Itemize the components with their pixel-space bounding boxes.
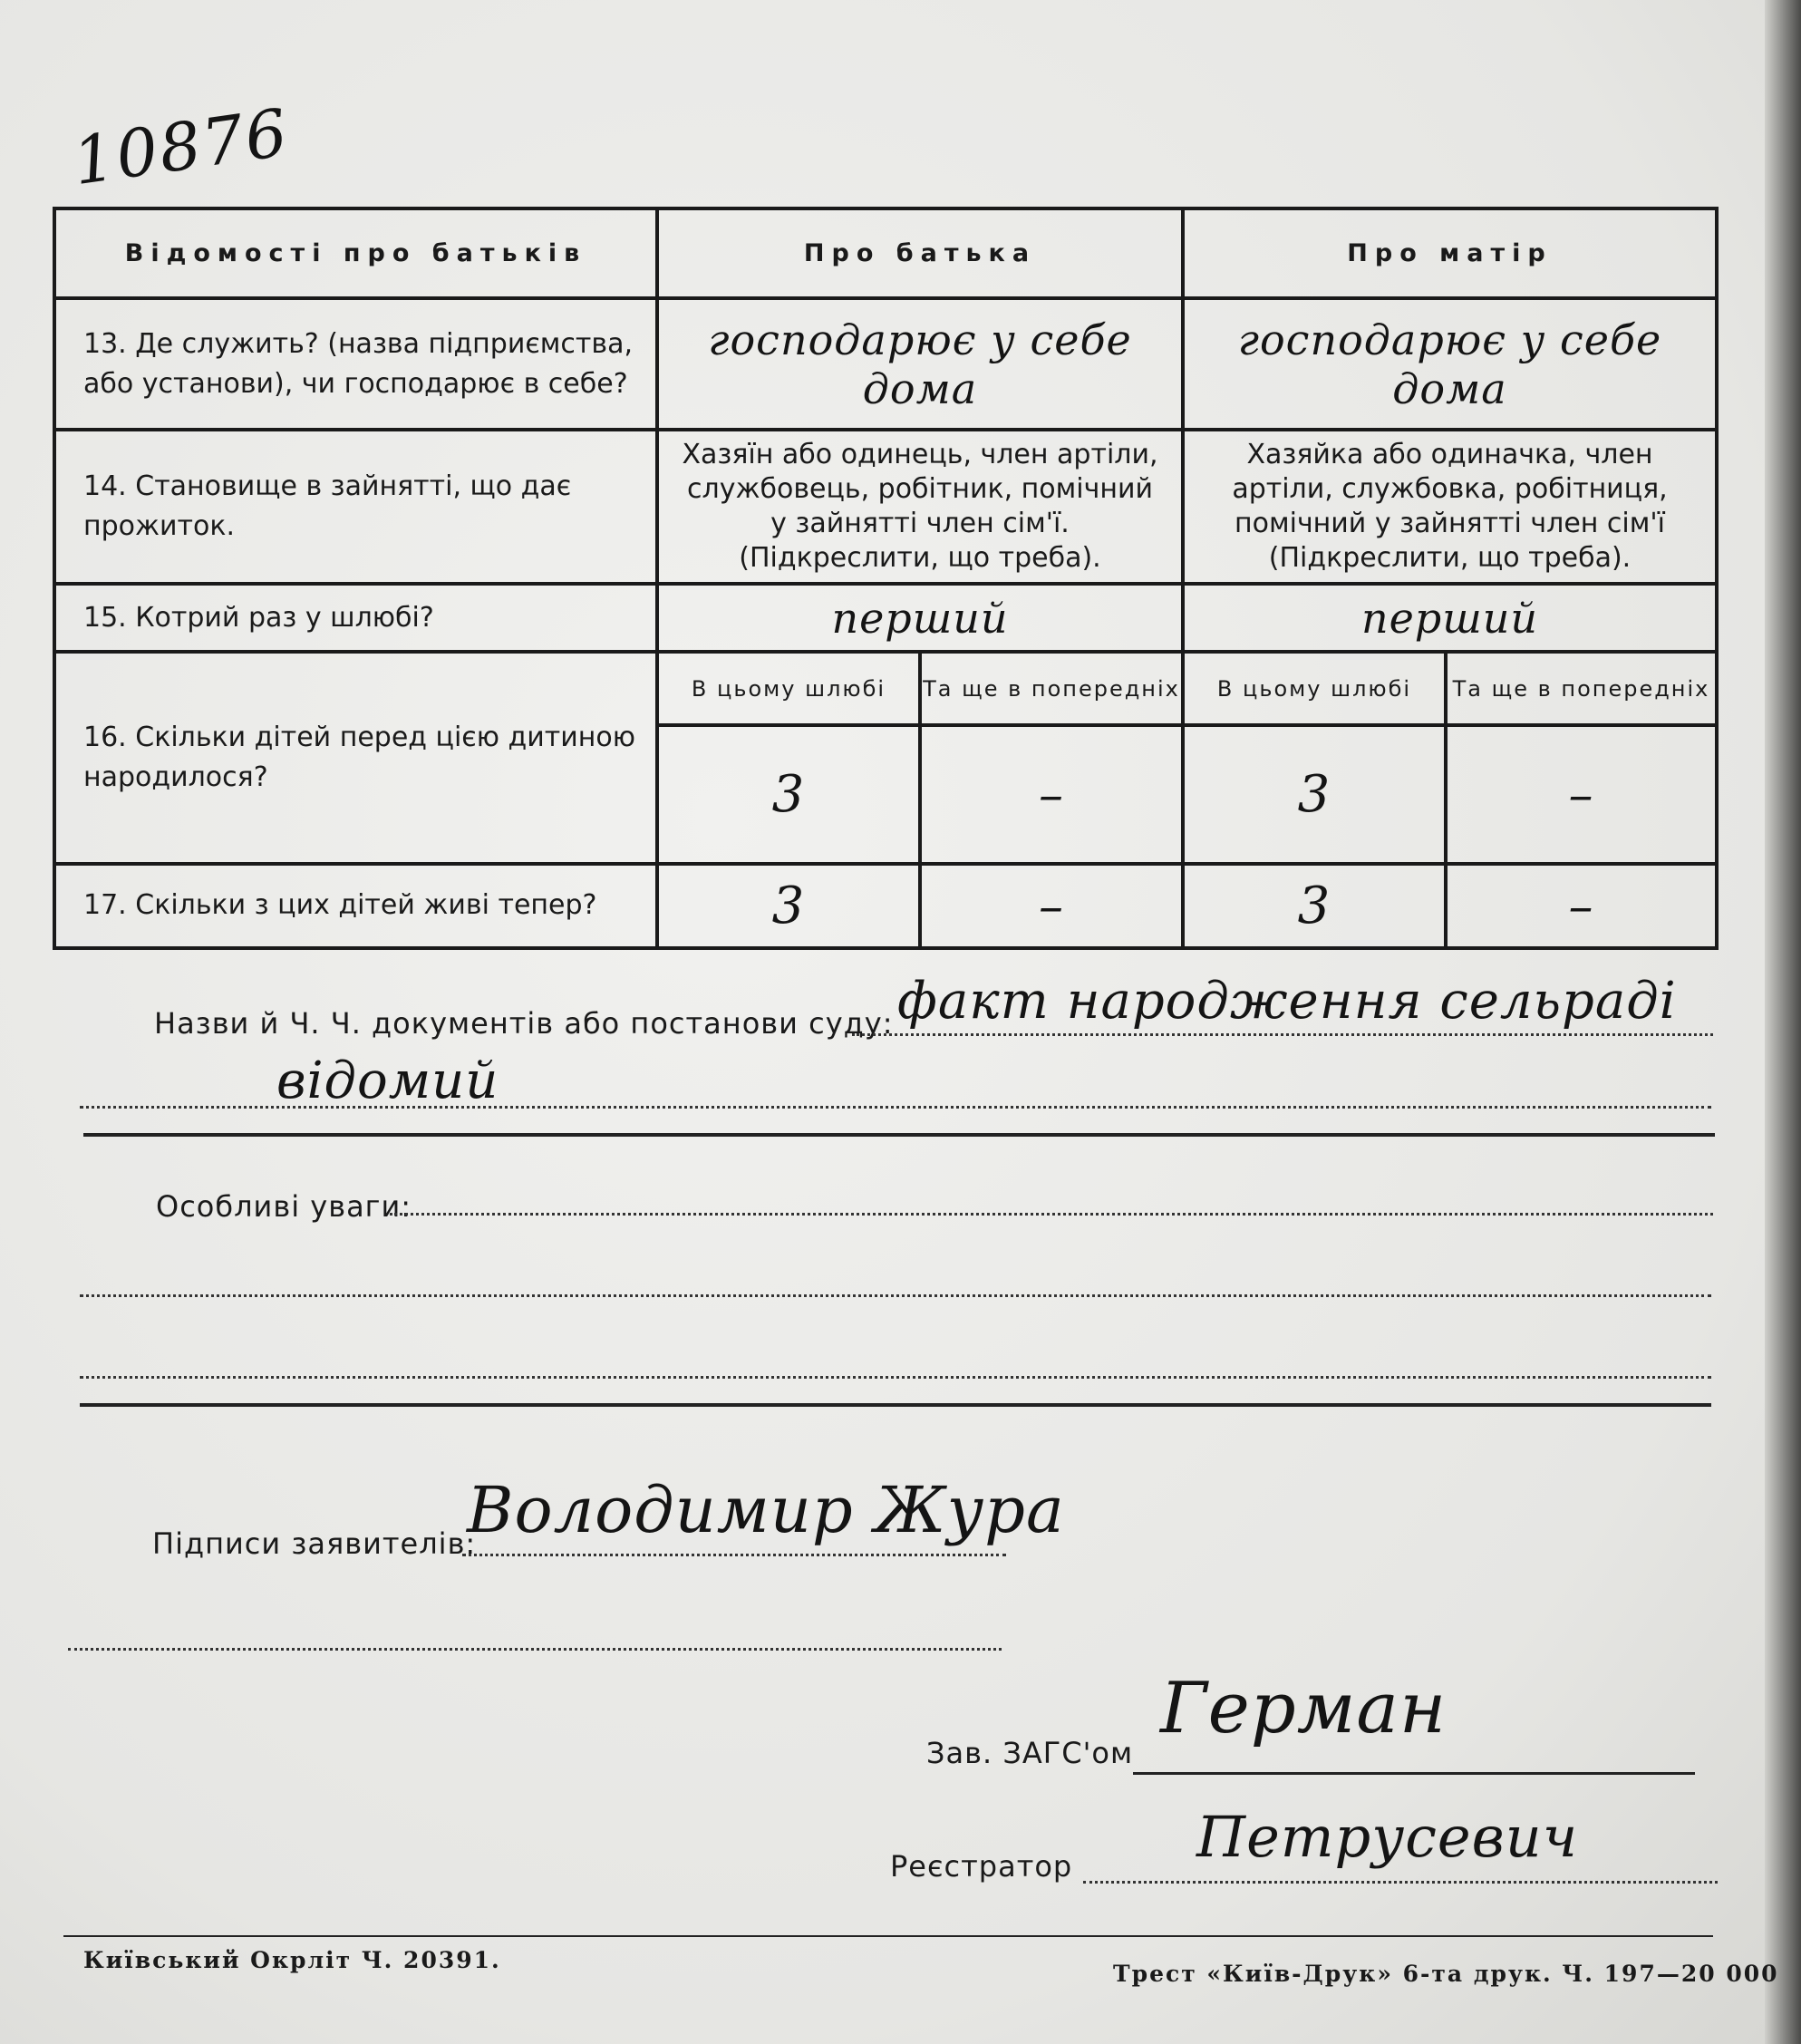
remarks-rule (80, 1403, 1711, 1407)
registrar-signature-line (1083, 1881, 1718, 1884)
answer-16-mother-prev: – (1446, 725, 1717, 863)
row-q17 (54, 864, 1717, 948)
question-15: 15. Котрий раз у шлюбі? (54, 584, 657, 652)
head-label: Зав. ЗАГС'ом (926, 1736, 1134, 1770)
subheader-mother-prev: Та ще в попередніх (1446, 652, 1717, 725)
question-14: 14. Становище в зайнятті, що дає прожиток. (54, 430, 657, 585)
documents-rule (83, 1133, 1715, 1137)
applicants-signature: Володимир Жура (467, 1473, 1065, 1547)
question-16: 16. Скільки дітей перед цією дитиною народилося? (54, 652, 657, 863)
applicants-signature-line (462, 1554, 1006, 1556)
row-q14 (54, 430, 1717, 585)
question-17: 17. Скільки з цих дітей живі тепер? (54, 864, 657, 948)
answer-16-father-prev: – (920, 725, 1183, 863)
registrar-signature: Петрусевич (1196, 1804, 1579, 1870)
answer-13-mother: господарює у себе дома (1183, 298, 1717, 429)
answer-17-mother-this: 3 (1183, 864, 1446, 948)
row-q15 (54, 584, 1717, 652)
answer-15-father: перший (657, 584, 1183, 652)
answer-17-father-prev: – (920, 864, 1183, 948)
remarks-line-3 (80, 1376, 1711, 1379)
documents-label: Назви й Ч. Ч. документів або постанови суду: (154, 1006, 894, 1041)
documents-value-2: відомий (276, 1051, 499, 1110)
footer-left: Київський Окрліт Ч. 20391. (83, 1947, 501, 1973)
header-parents-info: Відомості про батьків (54, 208, 657, 298)
header-mother: Про матір (1183, 208, 1717, 298)
header-father: Про батька (657, 208, 1183, 298)
documents-line-1 (852, 1033, 1713, 1036)
footer-right: Трест «Київ-Друк» 6-та друк. Ч. 197—20 000 (1113, 1961, 1779, 1987)
archive-number: 10876 (68, 93, 294, 200)
parents-info-table (53, 207, 1719, 950)
row-q13 (54, 298, 1717, 429)
remarks-line-1 (390, 1213, 1713, 1216)
subheader-father-this: В цьому шлюбі (657, 652, 920, 725)
remarks-line-2 (80, 1294, 1711, 1297)
answer-17-father-this: 3 (657, 864, 920, 948)
question-13: 13. Де служить? (назва підприємства, або установи), чи господарює в себе? (54, 298, 657, 429)
options-14-father: Хазяїн або одинець, член артіли, службовець, робітник, помічний у зайнятті член сім'ї. (Підкреслити, що треба). (657, 430, 1183, 585)
footer-rule (63, 1935, 1713, 1937)
answer-15-mother: перший (1183, 584, 1717, 652)
options-14-mother: Хазяйка або одиначка, член артіли, службовка, робітниця, помічний у зайнятті член сім'ї (Підкреслити, що треба). (1183, 430, 1717, 585)
registrar-label: Реєстратор (890, 1849, 1073, 1884)
remarks-label: Особливі уваги: (156, 1189, 412, 1224)
subheader-father-prev: Та ще в попередніх (920, 652, 1183, 725)
answer-13-father: господарює у себе дома (657, 298, 1183, 429)
page-edge-shadow (1765, 0, 1801, 2044)
answer-17-mother-prev: – (1446, 864, 1717, 948)
documents-value-1: факт народження сельраді (897, 972, 1677, 1031)
applicants-signature-line-2 (68, 1648, 1002, 1651)
applicants-signature-label: Підписи заявителів: (152, 1526, 477, 1561)
table-header-row (54, 208, 1717, 298)
subheader-mother-this: В цьому шлюбі (1183, 652, 1446, 725)
answer-16-mother-this: 3 (1183, 725, 1446, 863)
answer-16-father-this: 3 (657, 725, 920, 863)
head-signature-line (1133, 1772, 1695, 1775)
row-subheaders (54, 652, 1717, 725)
head-signature: Герман (1160, 1668, 1448, 1749)
